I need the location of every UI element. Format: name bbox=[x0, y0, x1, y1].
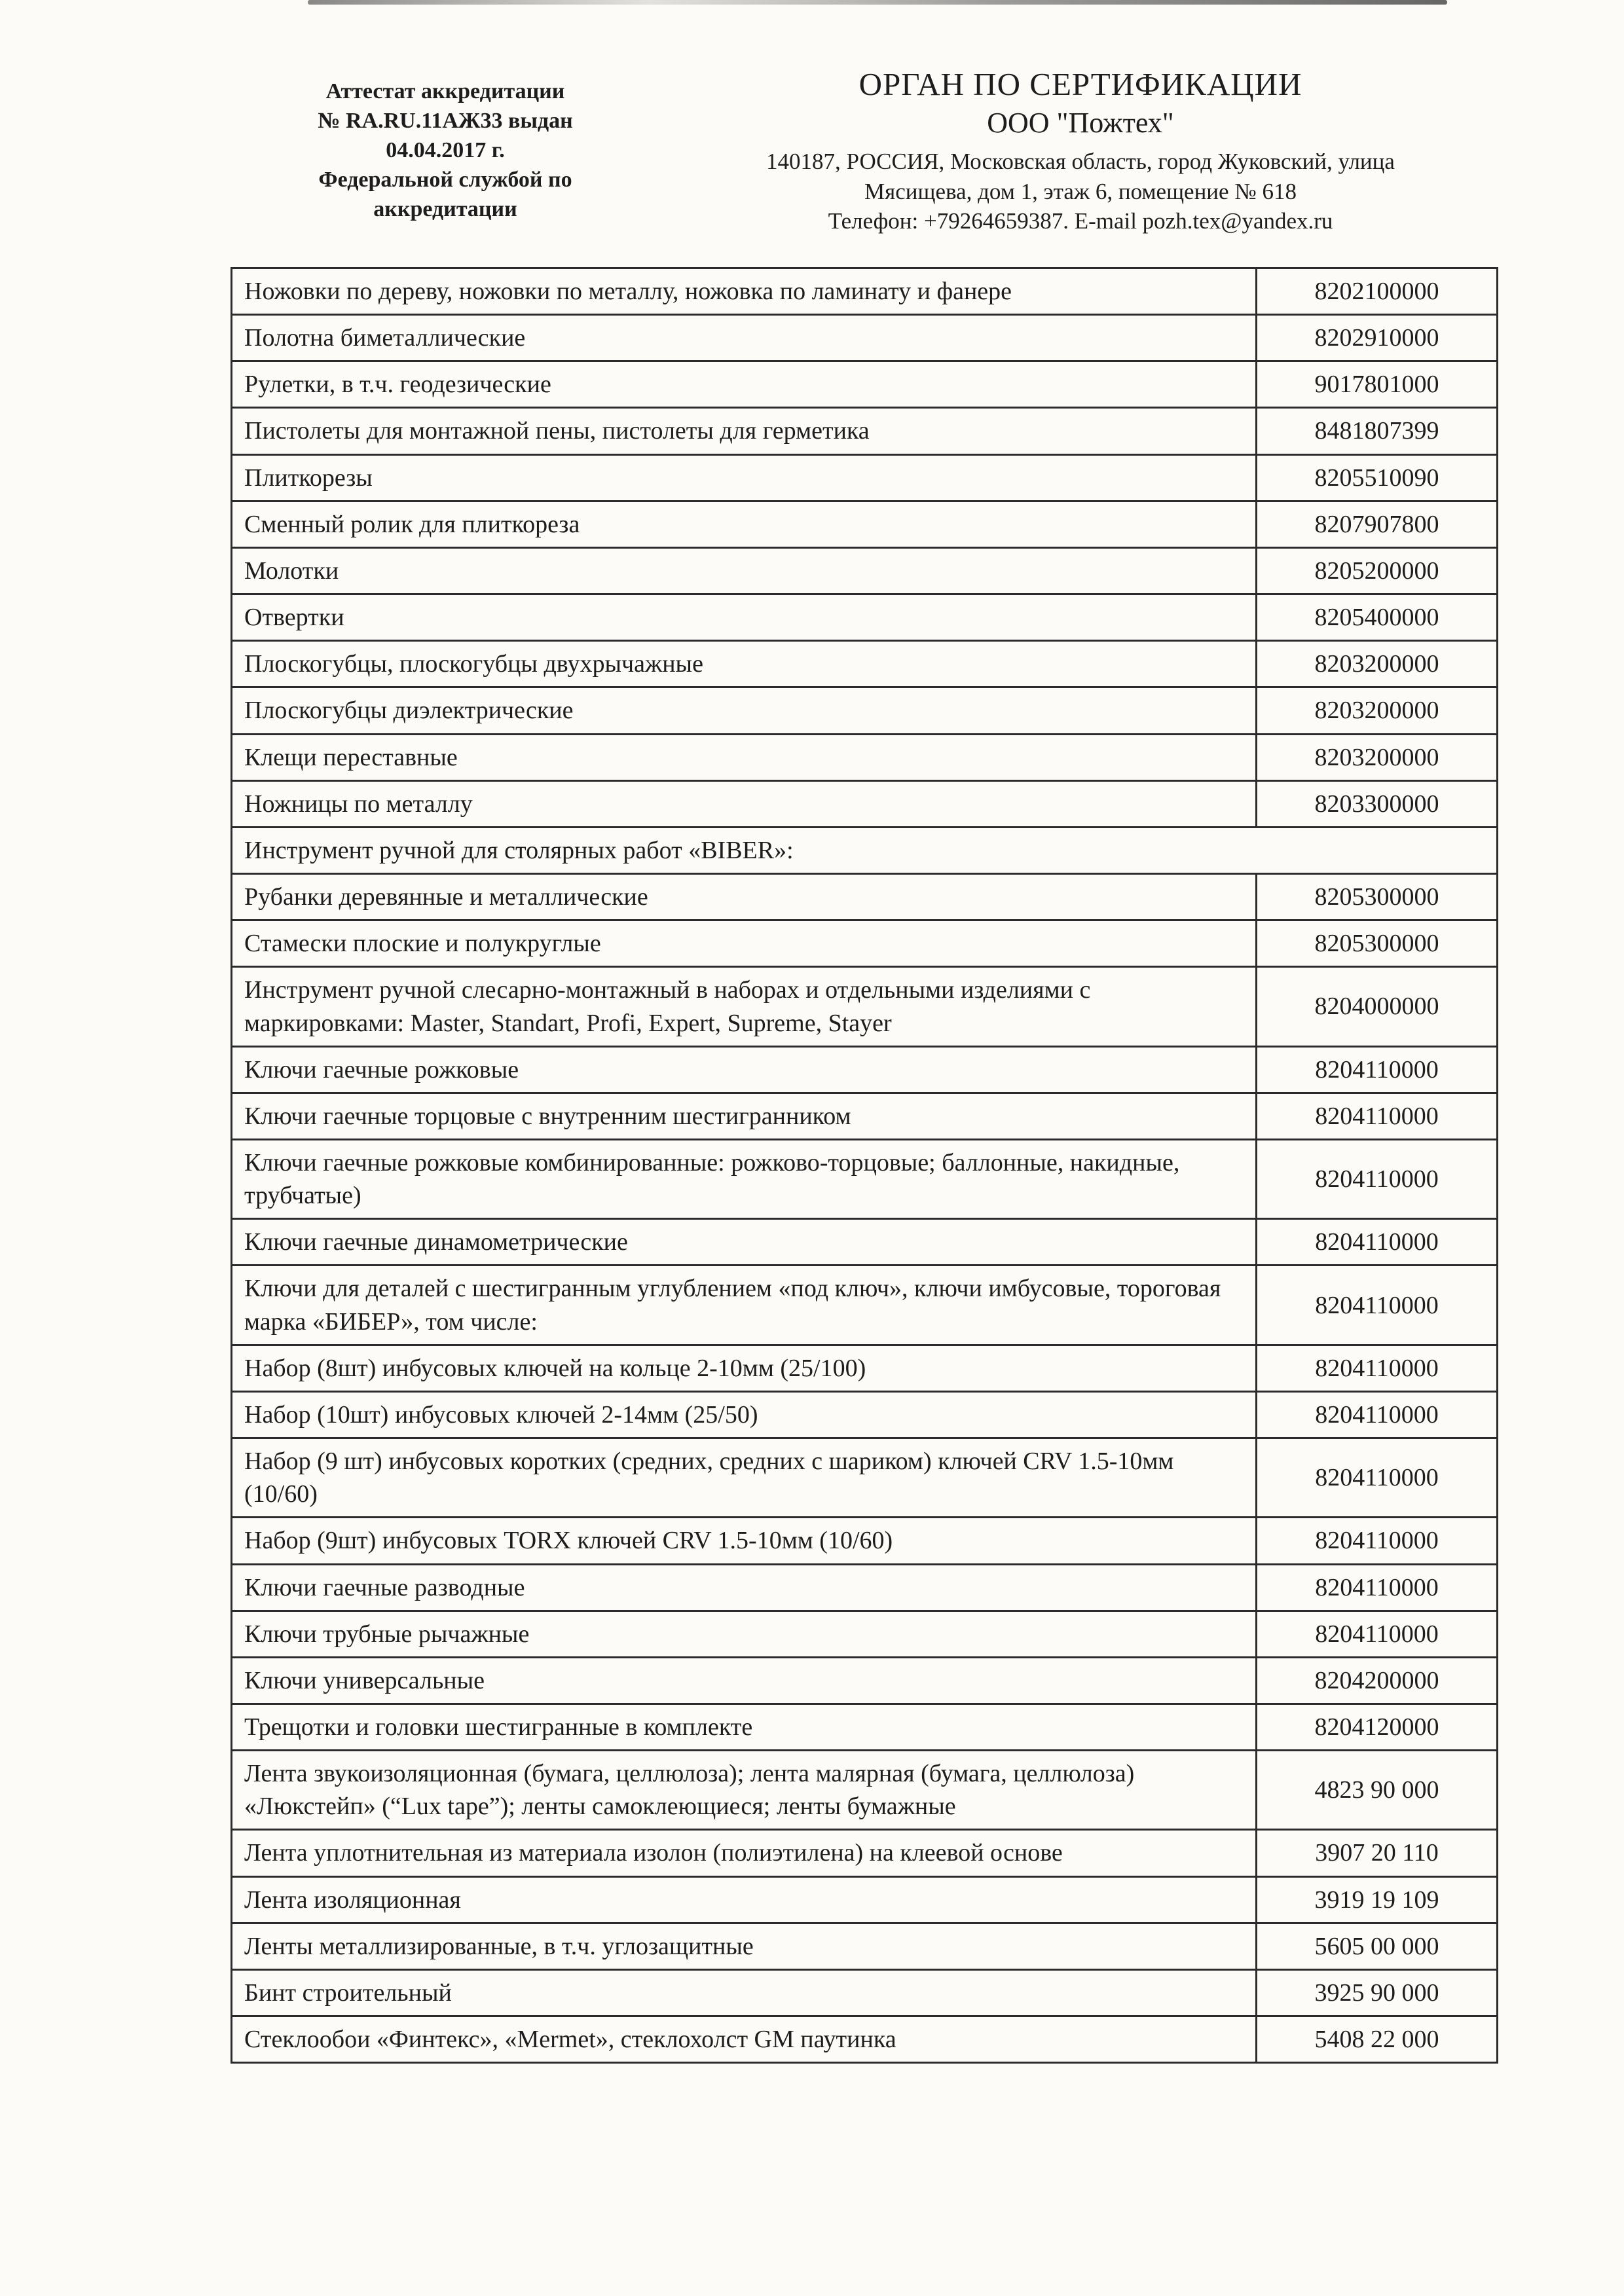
item-code-cell: 3907 20 110 bbox=[1257, 1830, 1498, 1876]
item-name-cell: Ключи гаечные рожковые bbox=[232, 1046, 1257, 1093]
table-row bbox=[232, 2016, 1498, 2063]
item-code-cell: 8207907800 bbox=[1257, 501, 1498, 547]
item-name-cell: Инструмент ручной для столярных работ «BIBER»: bbox=[232, 827, 1498, 873]
item-code-cell: 3925 90 000 bbox=[1257, 1969, 1498, 2016]
item-code-cell: 8204110000 bbox=[1257, 1093, 1498, 1139]
table-row bbox=[232, 1876, 1498, 1923]
item-code-cell: 5408 22 000 bbox=[1257, 2016, 1498, 2063]
item-name-cell: Ножовки по дереву, ножовки по металлу, ножовка по ламинату и фанере bbox=[232, 268, 1257, 315]
table-row bbox=[232, 687, 1498, 734]
item-name-cell: Ножницы по металлу bbox=[232, 780, 1257, 827]
table-row bbox=[232, 315, 1498, 361]
item-name-cell: Набор (9 шт) инбусовых коротких (средних, средних с шариком) ключей CRV 1.5-10мм (10/60) bbox=[232, 1438, 1257, 1518]
item-name-cell: Трещотки и головки шестигранные в комплекте bbox=[232, 1704, 1257, 1751]
table-row bbox=[232, 1438, 1498, 1518]
items-table-body bbox=[232, 268, 1498, 2063]
org-address-line: 140187, РОССИЯ, Московская область, город Жуковский, улица bbox=[766, 149, 1395, 175]
item-name-cell: Ленты металлизированные, в т.ч. углозащитные bbox=[232, 1923, 1257, 1969]
item-name-cell: Лента изоляционная bbox=[232, 1876, 1257, 1923]
item-code-cell: 8202910000 bbox=[1257, 315, 1498, 361]
table-row bbox=[232, 1969, 1498, 2016]
item-name-cell: Плиткорезы bbox=[232, 454, 1257, 501]
table-row bbox=[232, 1093, 1498, 1139]
item-code-cell: 8204110000 bbox=[1257, 1611, 1498, 1657]
table-row bbox=[232, 361, 1498, 408]
org-address-line: Телефон: +79264659387. E-mail pozh.tex@yandex.ru bbox=[828, 208, 1333, 234]
table-row bbox=[232, 734, 1498, 780]
table-row bbox=[232, 1751, 1498, 1830]
table-row bbox=[232, 1518, 1498, 1564]
item-name-cell: Полотна биметаллические bbox=[232, 315, 1257, 361]
item-code-cell: 5605 00 000 bbox=[1257, 1923, 1498, 1969]
table-row bbox=[232, 1564, 1498, 1611]
accreditation-line: № RA.RU.11АЖ33 выдан bbox=[318, 108, 573, 133]
table-row bbox=[232, 1266, 1498, 1345]
item-code-cell: 8204110000 bbox=[1257, 1219, 1498, 1266]
item-code-cell: 3919 19 109 bbox=[1257, 1876, 1498, 1923]
item-name-cell: Набор (10шт) инбусовых ключей 2-14мм (25/50) bbox=[232, 1391, 1257, 1438]
item-name-cell: Ключи трубные рычажные bbox=[232, 1611, 1257, 1657]
item-name-cell: Отвертки bbox=[232, 594, 1257, 641]
item-code-cell: 8204110000 bbox=[1257, 1438, 1498, 1518]
item-code-cell: 8204200000 bbox=[1257, 1657, 1498, 1704]
org-address-line: Мясищева, дом 1, этаж 6, помещение № 618 bbox=[864, 178, 1297, 204]
item-name-cell: Лента уплотнительная из материала изолон (полиэтилена) на клеевой основе bbox=[232, 1830, 1257, 1876]
table-row bbox=[232, 1046, 1498, 1093]
certification-body-block bbox=[655, 64, 1506, 236]
item-code-cell: 9017801000 bbox=[1257, 361, 1498, 408]
item-code-cell: 4823 90 000 bbox=[1257, 1751, 1498, 1830]
table-row bbox=[232, 268, 1498, 315]
item-code-cell: 8204110000 bbox=[1257, 1518, 1498, 1564]
item-name-cell: Рулетки, в т.ч. геодезические bbox=[232, 361, 1257, 408]
accreditation-line: Аттестат аккредитации bbox=[325, 79, 565, 103]
table-row bbox=[232, 1830, 1498, 1876]
table-row bbox=[232, 1391, 1498, 1438]
item-code-cell: 8205400000 bbox=[1257, 594, 1498, 641]
scan-artifact bbox=[308, 0, 1447, 5]
items-table bbox=[231, 267, 1498, 2064]
table-row bbox=[232, 1611, 1498, 1657]
accreditation-block bbox=[275, 77, 616, 224]
item-name-cell: Рубанки деревянные и металлические bbox=[232, 874, 1257, 920]
table-row bbox=[232, 1923, 1498, 1969]
item-code-cell: 8204120000 bbox=[1257, 1704, 1498, 1751]
item-code-cell: 8203200000 bbox=[1257, 734, 1498, 780]
item-code-cell: 8204000000 bbox=[1257, 967, 1498, 1046]
item-code-cell: 8204110000 bbox=[1257, 1139, 1498, 1218]
table-row bbox=[232, 920, 1498, 967]
accreditation-line: Федеральной службой по bbox=[318, 167, 572, 192]
accreditation-line: 04.04.2017 г. bbox=[386, 137, 505, 162]
item-name-cell: Ключи гаечные торцовые с внутренним шестигранником bbox=[232, 1093, 1257, 1139]
item-code-cell: 8205510090 bbox=[1257, 454, 1498, 501]
item-name-cell: Набор (9шт) инбусовых TORX ключей CRV 1.5-10мм (10/60) bbox=[232, 1518, 1257, 1564]
item-code-cell: 8203200000 bbox=[1257, 641, 1498, 687]
item-name-cell: Стеклообои «Финтекс», «Mermet», стеклохолст GM паутинка bbox=[232, 2016, 1257, 2063]
item-name-cell: Ключи гаечные разводные bbox=[232, 1564, 1257, 1611]
table-row bbox=[232, 501, 1498, 547]
item-code-cell: 8203300000 bbox=[1257, 780, 1498, 827]
item-code-cell: 8204110000 bbox=[1257, 1345, 1498, 1391]
item-name-cell: Молотки bbox=[232, 547, 1257, 594]
item-code-cell: 8205300000 bbox=[1257, 874, 1498, 920]
item-code-cell: 8205200000 bbox=[1257, 547, 1498, 594]
item-code-cell: 8205300000 bbox=[1257, 920, 1498, 967]
table-row bbox=[232, 408, 1498, 454]
table-row bbox=[232, 780, 1498, 827]
table-row bbox=[232, 547, 1498, 594]
org-address bbox=[655, 147, 1506, 236]
table-row bbox=[232, 1345, 1498, 1391]
item-name-cell: Ключи универсальные bbox=[232, 1657, 1257, 1704]
item-name-cell: Ключи для деталей с шестигранным углублением «под ключ», ключи имбусовые, тороговая марка «БИБЕР», том числе: bbox=[232, 1266, 1257, 1345]
item-name-cell: Бинт строительный bbox=[232, 1969, 1257, 2016]
item-name-cell: Ключи гаечные рожковые комбинированные: рожково-торцовые; баллонные, накидные, трубчатые) bbox=[232, 1139, 1257, 1218]
table-row bbox=[232, 967, 1498, 1046]
item-name-cell: Плоскогубцы, плоскогубцы двухрычажные bbox=[232, 641, 1257, 687]
item-code-cell: 8204110000 bbox=[1257, 1046, 1498, 1093]
item-name-cell: Стамески плоские и полукруглые bbox=[232, 920, 1257, 967]
item-code-cell: 8204110000 bbox=[1257, 1564, 1498, 1611]
item-code-cell: 8202100000 bbox=[1257, 268, 1498, 315]
item-name-cell: Ключи гаечные динамометрические bbox=[232, 1219, 1257, 1266]
org-title: ОРГАН ПО СЕРТИФИКАЦИИ bbox=[858, 66, 1302, 102]
item-name-cell: Пистолеты для монтажной пены, пистолеты для герметика bbox=[232, 408, 1257, 454]
item-name-cell: Плоскогубцы диэлектрические bbox=[232, 687, 1257, 734]
item-name-cell: Набор (8шт) инбусовых ключей на кольце 2-10мм (25/100) bbox=[232, 1345, 1257, 1391]
table-row bbox=[232, 1704, 1498, 1751]
table-row bbox=[232, 827, 1498, 873]
item-name-cell: Инструмент ручной слесарно-монтажный в наборах и отдельными изделиями с маркировками: Master, Standart, Profi, Expert, Supreme, Stayer bbox=[232, 967, 1257, 1046]
item-code-cell: 8203200000 bbox=[1257, 687, 1498, 734]
table-row bbox=[232, 641, 1498, 687]
item-name-cell: Клещи переставные bbox=[232, 734, 1257, 780]
table-row bbox=[232, 1139, 1498, 1218]
item-name-cell: Сменный ролик для плиткореза bbox=[232, 501, 1257, 547]
table-row bbox=[232, 1219, 1498, 1266]
table-row bbox=[232, 874, 1498, 920]
item-code-cell: 8204110000 bbox=[1257, 1266, 1498, 1345]
item-name-cell: Лента звукоизоляционная (бумага, целлюлоза); лента малярная (бумага, целлюлоза) «Люкстейп» (“Lux tape”); ленты самоклеющиеся; ленты бумажные bbox=[232, 1751, 1257, 1830]
item-code-cell: 8204110000 bbox=[1257, 1391, 1498, 1438]
table-row bbox=[232, 1657, 1498, 1704]
org-name: ООО "Пожтех" bbox=[987, 107, 1174, 139]
table-row bbox=[232, 454, 1498, 501]
accreditation-line: аккредитации bbox=[373, 196, 517, 221]
item-code-cell: 8481807399 bbox=[1257, 408, 1498, 454]
table-row bbox=[232, 594, 1498, 641]
